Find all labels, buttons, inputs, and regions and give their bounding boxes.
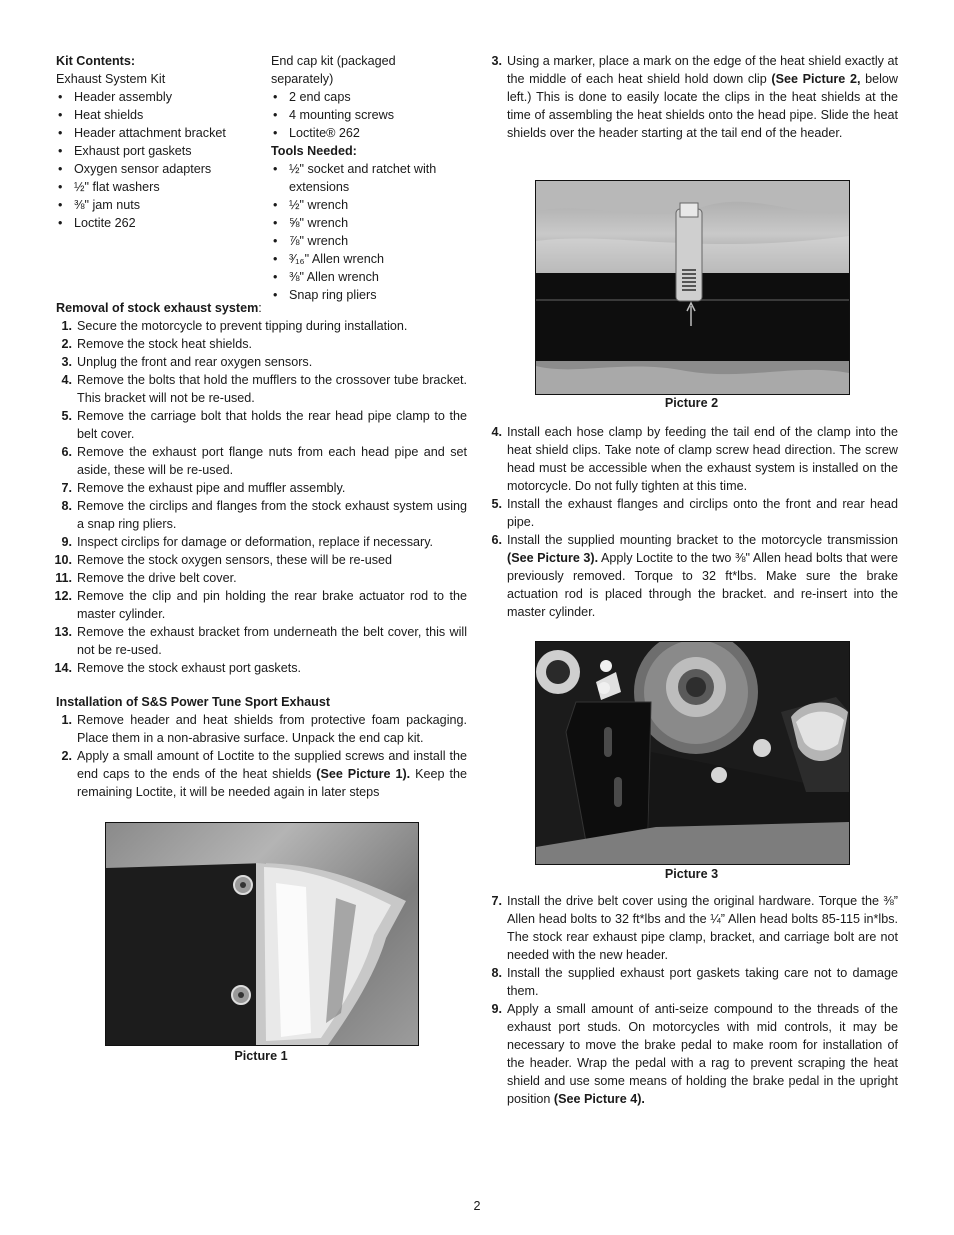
list-item bbox=[56, 335, 467, 353]
list-item bbox=[486, 423, 898, 495]
step-text: Remove the carriage bolt that holds the rear head pipe clamp to the belt cover. bbox=[77, 409, 467, 441]
list-item bbox=[56, 747, 467, 801]
step-text: Install the exhaust flanges and circlips onto the front and rear head pipe. bbox=[507, 497, 898, 529]
install-heading: Installation of S&S Power Tune Sport Exhaust bbox=[56, 695, 331, 709]
list-item bbox=[486, 531, 898, 621]
step-number: 7. bbox=[61, 481, 72, 495]
step-number: 12. bbox=[54, 589, 72, 603]
step-text: Keep the remaining Loctite, it will be needed again in later steps bbox=[77, 767, 467, 799]
list-item: • ⅜" Allen wrench bbox=[271, 268, 471, 286]
list-item bbox=[486, 495, 898, 531]
list-item: • Loctite® 262 bbox=[271, 124, 471, 142]
picture-3-caption: Picture 3 bbox=[664, 867, 719, 881]
list-item bbox=[56, 551, 467, 569]
install-steps-4-6 bbox=[486, 423, 898, 621]
step-number: 8. bbox=[491, 966, 502, 980]
step-text: Remove header and heat shields from protective foam packaging. Place them in a non-abrasive surface. Unpack the end cap kit. bbox=[77, 713, 467, 745]
step-number: 6. bbox=[491, 533, 502, 547]
step-number: 3. bbox=[61, 355, 72, 369]
step-number: 1. bbox=[61, 319, 72, 333]
kit-contents bbox=[56, 52, 261, 232]
list-item: • ½" flat washers bbox=[56, 178, 261, 196]
picture-2-caption: Picture 2 bbox=[664, 396, 719, 410]
list-item bbox=[486, 1000, 898, 1108]
step-text: Apply Loctite to the two ⅜" Allen head bolts that were previously removed. Torque to 32 ft*lbs. Make sure the brake actuation rod is placed through the bracket. and re-insert into the master cylinder. bbox=[507, 551, 898, 619]
list-item bbox=[56, 623, 467, 659]
picture-1-photo bbox=[105, 822, 419, 1046]
picture-1-caption: Picture 1 bbox=[234, 1049, 288, 1063]
list-item bbox=[56, 479, 467, 497]
list-item: • ½" wrench bbox=[271, 196, 471, 214]
step-text: Apply a small amount of anti-seize compound to the threads of the exhaust port studs. On motorcycles with mid controls, it may be necessary to move the brake pedal to make room for installation of the header. Wrap the pedal with a rag to prevent scraping the heat shield and use some means of holding the brake pedal in the upright position bbox=[507, 1002, 898, 1106]
step-number: 9. bbox=[491, 1002, 502, 1016]
step-number: 4. bbox=[491, 425, 502, 439]
removal-steps bbox=[56, 317, 467, 677]
step-text: below left.) This is done to easily locate the clips in the heat shields at the time of assembling the heat shields onto the head pipe. Slide the heat shields over the header starting at the tail end of the header. bbox=[507, 72, 898, 140]
picture-2-photo bbox=[535, 180, 850, 395]
step-text: Apply a small amount of Loctite to the supplied screws and install the end caps to the ends of the heat shields bbox=[77, 749, 467, 781]
list-item bbox=[56, 659, 467, 677]
figure-reference: (See Picture 4). bbox=[553, 1092, 645, 1106]
tools-heading: Tools Needed: bbox=[271, 144, 357, 158]
step-number: 13. bbox=[54, 625, 72, 639]
step-text: Remove the bolts that hold the mufflers to the crossover tube bracket. This bracket will not be re-used. bbox=[77, 373, 467, 405]
install-steps-right-bottom bbox=[486, 892, 898, 1108]
list-item: • Exhaust port gaskets bbox=[56, 142, 261, 160]
list-item: • ⅞" wrench bbox=[271, 232, 471, 250]
list-item bbox=[56, 443, 467, 479]
step-number: 14. bbox=[54, 661, 72, 675]
step-number: 3. bbox=[491, 54, 502, 68]
heat-shield-clip-image bbox=[536, 181, 849, 394]
list-item bbox=[56, 497, 467, 533]
list-item: • 4 mounting screws bbox=[271, 106, 471, 124]
list-item bbox=[56, 569, 467, 587]
page-number: 2 bbox=[473, 1199, 481, 1213]
list-item: • Snap ring pliers bbox=[271, 286, 471, 304]
list-item: • ⅝" wrench bbox=[271, 214, 471, 232]
list-item bbox=[56, 533, 467, 551]
step-text: Using a marker, place a mark on the edge of the heat shield exactly at the middle of each heat shield hold down clip bbox=[507, 54, 898, 86]
step-text: Remove the clip and pin holding the rear brake actuator rod to the master cylinder. bbox=[77, 589, 467, 621]
removal-heading-colon: : bbox=[258, 301, 262, 315]
step-number: 6. bbox=[61, 445, 72, 459]
step-number: 5. bbox=[491, 497, 502, 511]
step-number: 11. bbox=[55, 571, 72, 585]
figure-reference: (See Picture 1). bbox=[316, 767, 411, 781]
figure-reference: (See Picture 2, bbox=[771, 72, 861, 86]
list-item bbox=[486, 964, 898, 1000]
install-steps-right-top bbox=[486, 52, 898, 142]
list-item bbox=[56, 353, 467, 371]
step-number: 8. bbox=[61, 499, 72, 513]
endcap-list bbox=[271, 88, 471, 142]
kit-list bbox=[56, 88, 261, 232]
endcap-heading: End cap kit (packaged separately) bbox=[271, 54, 396, 86]
mounting-bracket-image bbox=[536, 642, 849, 864]
list-item: • ⅜" jam nuts bbox=[56, 196, 261, 214]
step-number: 7. bbox=[491, 894, 502, 908]
step-text: Remove the drive belt cover. bbox=[77, 571, 237, 585]
list-item bbox=[56, 711, 467, 747]
step-text: Install the supplied mounting bracket to the motorcycle transmission bbox=[507, 533, 898, 547]
list-item: • 2 end caps bbox=[271, 88, 471, 106]
step-number: 5. bbox=[61, 409, 72, 423]
list-item bbox=[486, 892, 898, 964]
list-item: • Heat shields bbox=[56, 106, 261, 124]
list-item bbox=[56, 317, 467, 335]
list-item: • Header attachment bracket bbox=[56, 124, 261, 142]
install-steps-left bbox=[56, 711, 467, 801]
kit-subheading: Exhaust System Kit bbox=[56, 72, 166, 86]
step-text: Remove the exhaust port flange nuts from each head pipe and set aside, these will be re-used. bbox=[77, 445, 467, 477]
heat-shield-end-cap-image bbox=[106, 823, 418, 1045]
list-item bbox=[56, 407, 467, 443]
list-item: • Oxygen sensor adapters bbox=[56, 160, 261, 178]
picture-3-photo bbox=[535, 641, 850, 865]
step-text: Inspect circlips for damage or deformation, replace if necessary. bbox=[77, 535, 434, 549]
list-item bbox=[56, 587, 467, 623]
install-steps-right-mid bbox=[486, 423, 898, 621]
removal-heading bbox=[56, 299, 467, 317]
step-text: Secure the motorcycle to prevent tipping during installation. bbox=[77, 319, 408, 333]
step-text: Remove the exhaust bracket from underneath the belt cover, this will not be re-used. bbox=[77, 625, 467, 657]
install-step-3 bbox=[486, 52, 898, 142]
step-text: Install the supplied exhaust port gaskets taking care not to damage them. bbox=[507, 966, 898, 998]
kit-contents-heading: Kit Contents: bbox=[56, 54, 136, 68]
step-text: Remove the circlips and flanges from the stock exhaust system using a snap ring pliers. bbox=[77, 499, 467, 531]
list-item: • ½" socket and ratchet with extensions bbox=[271, 160, 471, 196]
list-item bbox=[56, 371, 467, 407]
step-text: Remove the stock exhaust port gaskets. bbox=[77, 661, 302, 675]
step-number: 10. bbox=[54, 553, 72, 567]
tools-list bbox=[271, 160, 471, 304]
step-number: 4. bbox=[61, 373, 72, 387]
step-text: Install each hose clamp by feeding the tail end of the clamp into the heat shield clips. Take note of clamp screw head direction. The screw head must be accessible when the exhaust system is installed on the motorcycle. Do not fully tighten at this time. bbox=[507, 425, 898, 493]
install-section bbox=[56, 693, 467, 801]
step-number: 9. bbox=[61, 535, 72, 549]
step-number: 1. bbox=[61, 713, 72, 727]
step-text: Remove the stock oxygen sensors, these will be re-used bbox=[77, 553, 392, 567]
list-item: • ³⁄₁₆" Allen wrench bbox=[271, 250, 471, 268]
install-steps-7-9 bbox=[486, 892, 898, 1108]
step-text: Install the drive belt cover using the original hardware. Torque the ⅜” Allen head bolts to 32 ft*lbs and the ¼” Allen head bolts 85-115 in*lbs. The stock rear exhaust pipe clamp, bracket, and carriage bolt are not needed with the new header. bbox=[507, 894, 898, 962]
step-number: 2. bbox=[61, 337, 72, 351]
step-number: 2. bbox=[61, 749, 72, 763]
removal-section bbox=[56, 299, 467, 677]
endcap-and-tools bbox=[271, 52, 471, 304]
step-text: Remove the stock heat shields. bbox=[77, 337, 253, 351]
figure-reference: (See Picture 3). bbox=[507, 551, 599, 565]
list-item bbox=[486, 52, 898, 142]
removal-heading-text: Removal of stock exhaust system bbox=[56, 301, 259, 315]
list-item: • Loctite 262 bbox=[56, 214, 261, 232]
list-item: • Header assembly bbox=[56, 88, 261, 106]
step-text: Unplug the front and rear oxygen sensors. bbox=[77, 355, 313, 369]
step-text: Remove the exhaust pipe and muffler assembly. bbox=[77, 481, 346, 495]
